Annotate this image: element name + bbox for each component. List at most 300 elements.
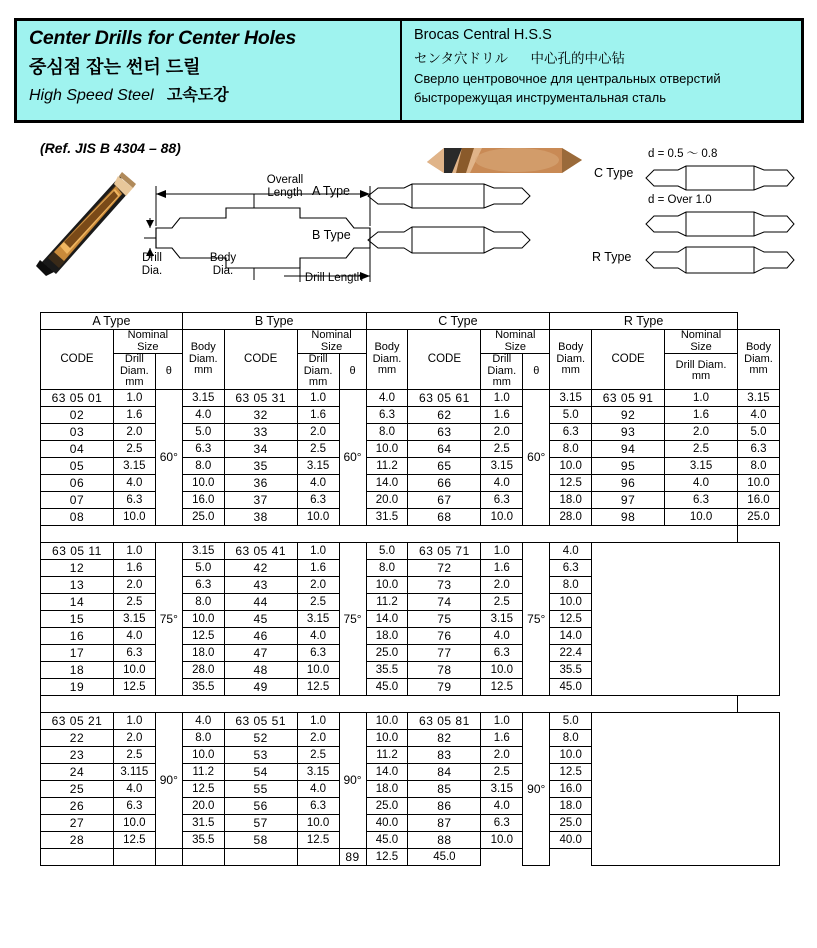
type-r-drawing xyxy=(642,244,797,276)
cell-body-diam-c: 8.0 xyxy=(550,729,592,746)
cell-angle-b: 60° xyxy=(339,389,366,525)
cell-code-a: 24 xyxy=(41,763,114,780)
cell-body-diam-a: 8.0 xyxy=(182,457,224,474)
block-separator xyxy=(41,695,780,712)
cell-code-a: 63 05 11 xyxy=(41,542,114,559)
diagram-area xyxy=(14,132,804,297)
cell-code-a: 19 xyxy=(41,678,114,695)
cell-body-diam-b: 4.0 xyxy=(366,389,408,406)
header-drilldiam-a: Drill Diam. mm xyxy=(113,354,155,390)
cell-drill-diam-a: 2.0 xyxy=(113,423,155,440)
specifications-table-wrap xyxy=(40,312,780,866)
header-right-panel xyxy=(402,21,801,120)
cell-code-b: 48 xyxy=(224,661,297,678)
cell-code-a: 07 xyxy=(41,491,114,508)
cell-body-diam-a: 35.5 xyxy=(182,678,224,695)
cell-code-r: 63 05 91 xyxy=(592,389,665,406)
drill-dia-label: Drill Dia. xyxy=(141,252,163,278)
cell-body-diam-a: 10.0 xyxy=(182,474,224,491)
cell-drill-diam-r: 4.0 xyxy=(665,474,738,491)
group-header-c: C Type xyxy=(366,313,550,330)
cell-drill-diam-c: 10.0 xyxy=(481,661,523,678)
header-theta-a: θ xyxy=(155,354,182,390)
header-body-c: Body Diam. mm xyxy=(550,330,592,390)
cell-body-diam-b xyxy=(297,848,339,865)
cell-body-diam-r: 8.0 xyxy=(737,457,779,474)
cell-code-b: 54 xyxy=(224,763,297,780)
cell-drill-diam-a: 1.0 xyxy=(113,542,155,559)
cell-drill-diam-a: 3.15 xyxy=(113,457,155,474)
header-russian-1: Сверло центровочное для центральных отверстий xyxy=(414,71,721,86)
cell-drill-diam-c: 1.6 xyxy=(481,729,523,746)
cell-code-b: 63 05 41 xyxy=(224,542,297,559)
cell-angle-a: 90° xyxy=(155,712,182,848)
cell-body-diam-b: 18.0 xyxy=(366,780,408,797)
cell-drill-diam-a: 1.6 xyxy=(113,559,155,576)
cell-drill-diam-a: 12.5 xyxy=(113,831,155,848)
cell-code-c: 86 xyxy=(408,797,481,814)
cell-drill-diam-b: 1.6 xyxy=(297,406,339,423)
page-title: Center Drills for Center Holes xyxy=(29,27,297,49)
cell-code-b: 46 xyxy=(224,627,297,644)
cell-code-c: 68 xyxy=(408,508,481,525)
cell-body-diam-b: 45.0 xyxy=(366,831,408,848)
type-b-drawing xyxy=(364,224,534,256)
type-c-drawing-1 xyxy=(642,164,797,194)
cell-angle-c: 90° xyxy=(523,712,550,865)
cell-code-a: 25 xyxy=(41,780,114,797)
cell-body-diam-a: 18.0 xyxy=(182,644,224,661)
cell-drill-diam-c: 1.6 xyxy=(481,406,523,423)
cell-code-r: 96 xyxy=(592,474,665,491)
cell-drill-diam-c: 6.3 xyxy=(481,644,523,661)
cell-drill-diam-r: 1.6 xyxy=(665,406,738,423)
header-japanese: センタ穴ドリル xyxy=(414,51,508,66)
cell-drill-diam-b xyxy=(224,848,297,865)
cell-body-diam-b: 31.5 xyxy=(366,508,408,525)
cell-code-b: 35 xyxy=(224,457,297,474)
cell-drill-diam-c: 3.15 xyxy=(481,610,523,627)
cell-drill-diam-b: 6.3 xyxy=(297,644,339,661)
cell-code-a: 23 xyxy=(41,746,114,763)
cell-code-r: 95 xyxy=(592,457,665,474)
cell-code-r: 97 xyxy=(592,491,665,508)
cell-code-a: 15 xyxy=(41,610,114,627)
header-nominal-b: Nominal Size xyxy=(297,330,366,354)
cell-drill-diam-b: 2.0 xyxy=(297,729,339,746)
body-dia-label: Body Dia. xyxy=(209,252,237,278)
cell-drill-diam-a: 1.6 xyxy=(113,406,155,423)
cell-drill-diam-b: 4.0 xyxy=(297,627,339,644)
cell-drill-diam-a: 2.0 xyxy=(113,576,155,593)
header-body-a: Body Diam. mm xyxy=(182,330,224,390)
cell-drill-diam-a: 2.5 xyxy=(113,746,155,763)
cell-body-diam-b: 8.0 xyxy=(366,423,408,440)
cell-code-b: 58 xyxy=(224,831,297,848)
cell-drill-diam-b: 2.5 xyxy=(297,593,339,610)
cell-body-diam-b: 45.0 xyxy=(366,678,408,695)
cell-code-a: 16 xyxy=(41,627,114,644)
cell-drill-diam-b: 1.6 xyxy=(297,559,339,576)
cell-body-diam-b: 18.0 xyxy=(366,627,408,644)
page-header xyxy=(14,18,804,123)
cell-body-diam-b: 25.0 xyxy=(366,797,408,814)
cell-drill-diam-b: 3.15 xyxy=(297,763,339,780)
cell-drill-diam-c: 4.0 xyxy=(481,797,523,814)
block-separator xyxy=(41,525,780,542)
cell-body-diam-b: 40.0 xyxy=(366,814,408,831)
cell-body-diam-c: 25.0 xyxy=(550,814,592,831)
cell-drill-diam-a: 6.3 xyxy=(113,491,155,508)
header-spanish: Brocas Central H.S.S xyxy=(414,27,552,43)
cell-body-diam-c: 4.0 xyxy=(550,542,592,559)
cell-drill-diam-b: 1.0 xyxy=(297,389,339,406)
cell-code-r: 92 xyxy=(592,406,665,423)
cell-angle-c: 75° xyxy=(523,542,550,695)
standard-reference: (Ref. JIS B 4304 – 88) xyxy=(40,140,181,156)
nominal-header-row xyxy=(41,330,780,354)
cell-code-a: 18 xyxy=(41,661,114,678)
cell-code-c: 85 xyxy=(408,780,481,797)
cell-drill-diam-c: 1.6 xyxy=(481,559,523,576)
cell-drill-diam-r: 6.3 xyxy=(665,491,738,508)
cell-code-a: 63 05 21 xyxy=(41,712,114,729)
cell-code-c: 82 xyxy=(408,729,481,746)
header-nominal-r: Nominal Size xyxy=(665,330,738,354)
cell-drill-diam-b: 1.0 xyxy=(297,712,339,729)
cell-body-diam-r: 10.0 xyxy=(737,474,779,491)
cell-body-diam-a: 16.0 xyxy=(182,491,224,508)
cell-drill-diam-a: 10.0 xyxy=(113,814,155,831)
cell-drill-diam-a: 2.0 xyxy=(113,729,155,746)
cell-code-a: 05 xyxy=(41,457,114,474)
header-code-c: CODE xyxy=(408,330,481,390)
header-body-b: Body Diam. mm xyxy=(366,330,408,390)
cell-code-c: 65 xyxy=(408,457,481,474)
cell-code-b: 32 xyxy=(224,406,297,423)
cell-code-c: 63 xyxy=(408,423,481,440)
header-drilldiam-r: Drill Diam. mm xyxy=(665,354,738,390)
cell-drill-diam-b: 12.5 xyxy=(297,678,339,695)
cell-body-diam-b: 14.0 xyxy=(366,610,408,627)
header-nominal-c: Nominal Size xyxy=(481,330,550,354)
cell-code-c: 87 xyxy=(408,814,481,831)
cell-drill-diam-r: 1.0 xyxy=(665,389,738,406)
cell-drill-diam-r: 3.15 xyxy=(665,457,738,474)
cell-code-b: 34 xyxy=(224,440,297,457)
cell-body-diam-a: 25.0 xyxy=(182,508,224,525)
type-c-label: C Type xyxy=(594,166,634,180)
header-japanese-chinese xyxy=(414,47,793,67)
cell-drill-diam-b: 6.3 xyxy=(297,491,339,508)
cell-body-diam-r: 16.0 xyxy=(737,491,779,508)
page-title-korean: 중심점 잡는 썬터 드릴 xyxy=(29,57,201,77)
cell-code-a: 04 xyxy=(41,440,114,457)
overall-length-label: Overall Length xyxy=(266,174,304,200)
cell-drill-diam-b: 3.15 xyxy=(297,610,339,627)
type-r-label: R Type xyxy=(592,250,632,264)
cell-code-b: 33 xyxy=(224,423,297,440)
cell-drill-diam-a: 1.0 xyxy=(113,712,155,729)
drill-photo xyxy=(34,162,139,277)
cell-drill-diam-c: 3.15 xyxy=(481,780,523,797)
cell-drill-diam-b: 4.0 xyxy=(297,780,339,797)
cell-code-a xyxy=(41,848,114,865)
table-row xyxy=(41,423,780,440)
cell-body-diam-a: 3.15 xyxy=(182,542,224,559)
cell-body-diam-b: 11.2 xyxy=(366,746,408,763)
cell-body-diam-c: 8.0 xyxy=(550,576,592,593)
cell-body-diam-b: 10.0 xyxy=(366,712,408,729)
cell-drill-diam-c: 2.0 xyxy=(481,576,523,593)
cell-body-diam-b: 20.0 xyxy=(366,491,408,508)
cell-drill-diam-c: 2.5 xyxy=(481,593,523,610)
cell-code-b: 56 xyxy=(224,797,297,814)
cell-drill-diam-c: 4.0 xyxy=(481,474,523,491)
cell-code-b: 44 xyxy=(224,593,297,610)
cell-drill-diam-b: 4.0 xyxy=(297,474,339,491)
cell-drill-diam-c: 10.0 xyxy=(481,508,523,525)
cell-drill-diam-b: 10.0 xyxy=(297,814,339,831)
cell-drill-diam-a: 1.0 xyxy=(113,389,155,406)
cell-body-diam-c: 5.0 xyxy=(550,406,592,423)
cell-code-c: 74 xyxy=(408,593,481,610)
table-row xyxy=(41,457,780,474)
cell-body-diam-b: 6.3 xyxy=(366,406,408,423)
cell-body-diam-b: 5.0 xyxy=(366,542,408,559)
cell-body-diam-a: 11.2 xyxy=(182,763,224,780)
header-left-panel xyxy=(17,21,402,120)
cell-code-a: 12 xyxy=(41,559,114,576)
drill-length-label: Drill Length xyxy=(304,272,364,284)
table-head xyxy=(41,313,780,390)
cell-body-diam-r: 6.3 xyxy=(737,440,779,457)
group-header-r: R Type xyxy=(550,313,738,330)
cell-code-a: 14 xyxy=(41,593,114,610)
cell-body-diam-c: 22.4 xyxy=(550,644,592,661)
cell-body-diam-c: 5.0 xyxy=(550,712,592,729)
cell-body-diam-r: 25.0 xyxy=(737,508,779,525)
cell-drill-diam-b: 12.5 xyxy=(297,831,339,848)
cell-code-b: 42 xyxy=(224,559,297,576)
table-row xyxy=(41,508,780,525)
cell-drill-diam-a: 4.0 xyxy=(113,780,155,797)
type-a-drawing xyxy=(364,182,534,212)
cell-code-b: 47 xyxy=(224,644,297,661)
cell-drill-diam-a: 6.3 xyxy=(113,644,155,661)
cell-body-diam-a: 5.0 xyxy=(182,423,224,440)
table-row xyxy=(41,406,780,423)
cell-drill-diam-a: 2.5 xyxy=(113,593,155,610)
cell-body-diam-b: 14.0 xyxy=(366,474,408,491)
cell-drill-diam-c: 10.0 xyxy=(481,831,523,848)
cell-code-c: 63 05 71 xyxy=(408,542,481,559)
header-theta-c: θ xyxy=(523,354,550,390)
cell-body-diam-a: 20.0 xyxy=(182,797,224,814)
cell-body-diam-b: 25.0 xyxy=(366,644,408,661)
cell-body-diam-a xyxy=(155,848,182,865)
cell-code-a: 28 xyxy=(41,831,114,848)
cell-body-diam-c: 10.0 xyxy=(550,457,592,474)
cell-body-diam-c: 6.3 xyxy=(550,423,592,440)
table-row xyxy=(41,542,780,559)
cell-drill-diam-b: 3.15 xyxy=(297,457,339,474)
cell-code-b: 43 xyxy=(224,576,297,593)
cell-code-b: 38 xyxy=(224,508,297,525)
cell-code-c: 84 xyxy=(408,763,481,780)
cell-body-diam-c: 28.0 xyxy=(550,508,592,525)
cell-code-c: 89 xyxy=(339,848,366,865)
cell-body-diam-c: 12.5 xyxy=(550,763,592,780)
cell-body-diam-b: 10.0 xyxy=(366,440,408,457)
table-row xyxy=(41,440,780,457)
header-russian-2: быстрорежущая инструментальная сталь xyxy=(414,90,666,105)
cell-drill-diam-c: 1.0 xyxy=(481,712,523,729)
cell-drill-diam-a: 6.3 xyxy=(113,797,155,814)
cell-body-diam-c: 16.0 xyxy=(550,780,592,797)
table-body xyxy=(41,389,780,865)
type-c-drawing-2 xyxy=(642,210,797,238)
cell-code-b: 53 xyxy=(224,746,297,763)
cell-code-c: 64 xyxy=(408,440,481,457)
cell-code-a: 06 xyxy=(41,474,114,491)
type-c-note-1: d = 0.5 ～ 0.8 xyxy=(648,148,718,160)
cell-body-diam-a: 3.15 xyxy=(182,389,224,406)
table-row xyxy=(41,491,780,508)
cell-body-diam-a: 10.0 xyxy=(182,746,224,763)
cell-drill-diam-b: 10.0 xyxy=(297,661,339,678)
cell-body-diam-r: 4.0 xyxy=(737,406,779,423)
cell-drill-diam-c: 12.5 xyxy=(366,848,408,865)
cell-drill-diam-c: 2.0 xyxy=(481,423,523,440)
cell-body-diam-b: 10.0 xyxy=(366,576,408,593)
cell-body-diam-c: 18.0 xyxy=(550,491,592,508)
cell-drill-diam-a: 3.15 xyxy=(113,610,155,627)
header-theta-b: θ xyxy=(339,354,366,390)
cell-body-diam-c: 6.3 xyxy=(550,559,592,576)
cell-angle-c: 60° xyxy=(523,389,550,525)
cell-drill-diam-a: 10.0 xyxy=(113,661,155,678)
table-row xyxy=(41,389,780,406)
cell-code-c: 62 xyxy=(408,406,481,423)
cell-code-c: 83 xyxy=(408,746,481,763)
cell-body-diam-b: 14.0 xyxy=(366,763,408,780)
cell-code-r: 94 xyxy=(592,440,665,457)
cell-drill-diam-c: 1.0 xyxy=(481,542,523,559)
header-code-r: CODE xyxy=(592,330,665,390)
cell-body-diam-b: 11.2 xyxy=(366,457,408,474)
cell-code-b: 63 05 51 xyxy=(224,712,297,729)
cell-body-diam-a: 31.5 xyxy=(182,814,224,831)
cell-drill-diam-c: 6.3 xyxy=(481,814,523,831)
cell-code-b: 49 xyxy=(224,678,297,695)
header-body-r: Body Diam. mm xyxy=(737,330,779,390)
empty-cell xyxy=(592,712,780,865)
cell-drill-diam-a: 10.0 xyxy=(113,508,155,525)
cell-code-c: 67 xyxy=(408,491,481,508)
cell-code-b: 52 xyxy=(224,729,297,746)
cell-code-c: 79 xyxy=(408,678,481,695)
type-c-note-2: d = Over 1.0 xyxy=(648,194,712,206)
cell-code-b: 45 xyxy=(224,610,297,627)
cell-body-diam-r: 3.15 xyxy=(737,389,779,406)
cell-drill-diam-b: 2.0 xyxy=(297,423,339,440)
cell-code-c: 66 xyxy=(408,474,481,491)
cell-body-diam-a: 10.0 xyxy=(182,610,224,627)
group-header-b: B Type xyxy=(182,313,366,330)
type-a-label: A Type xyxy=(312,184,350,198)
header-drilldiam-c: Drill Diam. mm xyxy=(481,354,523,390)
cell-code-a: 03 xyxy=(41,423,114,440)
cell-code-a: 27 xyxy=(41,814,114,831)
cell-code-a: 02 xyxy=(41,406,114,423)
cell-code-a: 22 xyxy=(41,729,114,746)
cell-code-a: 26 xyxy=(41,797,114,814)
cell-code-r: 93 xyxy=(592,423,665,440)
header-drilldiam-b: Drill Diam. mm xyxy=(297,354,339,390)
cell-code-a: 08 xyxy=(41,508,114,525)
type-b-label: B Type xyxy=(312,228,351,242)
cell-drill-diam-r: 2.0 xyxy=(665,423,738,440)
cell-body-diam-a: 35.5 xyxy=(182,831,224,848)
cell-drill-diam-b: 1.0 xyxy=(297,542,339,559)
cell-code-c: 88 xyxy=(408,831,481,848)
cell-code-b xyxy=(182,848,224,865)
cell-body-diam-c: 10.0 xyxy=(550,746,592,763)
header-code-b: CODE xyxy=(224,330,297,390)
cell-drill-diam-b: 10.0 xyxy=(297,508,339,525)
cell-code-b: 63 05 31 xyxy=(224,389,297,406)
cell-body-diam-b: 11.2 xyxy=(366,593,408,610)
cell-code-c: 73 xyxy=(408,576,481,593)
cell-code-c: 63 05 61 xyxy=(408,389,481,406)
table-row xyxy=(41,712,780,729)
cell-angle-a: 75° xyxy=(155,542,182,695)
cell-code-c: 76 xyxy=(408,627,481,644)
header-code-a: CODE xyxy=(41,330,114,390)
page-subtitle-en: High Speed Steel xyxy=(29,87,154,104)
cell-code-r: 98 xyxy=(592,508,665,525)
cell-drill-diam-c: 2.0 xyxy=(481,746,523,763)
page-subtitle xyxy=(29,82,392,105)
cell-body-diam-c: 3.15 xyxy=(550,389,592,406)
cell-body-diam-a: 6.3 xyxy=(182,440,224,457)
page-subtitle-ko: 고속도강 xyxy=(166,87,229,104)
cell-code-a: 13 xyxy=(41,576,114,593)
table-row xyxy=(41,474,780,491)
cell-body-diam-c: 14.0 xyxy=(550,627,592,644)
cell-code-a: 63 05 01 xyxy=(41,389,114,406)
cell-angle-a: 60° xyxy=(155,389,182,525)
cell-drill-diam-c: 3.15 xyxy=(481,457,523,474)
cell-code-c: 77 xyxy=(408,644,481,661)
cell-drill-diam-a: 4.0 xyxy=(113,627,155,644)
cell-body-diam-b: 35.5 xyxy=(366,661,408,678)
cell-angle-b: 90° xyxy=(339,712,366,848)
group-header-a: A Type xyxy=(41,313,183,330)
cell-body-diam-a: 28.0 xyxy=(182,661,224,678)
cell-drill-diam-r: 2.5 xyxy=(665,440,738,457)
cell-body-diam-c: 12.5 xyxy=(550,474,592,491)
specifications-table xyxy=(40,312,780,866)
cell-drill-diam-c: 2.5 xyxy=(481,763,523,780)
cell-code-c: 72 xyxy=(408,559,481,576)
cell-body-diam-a: 6.3 xyxy=(182,576,224,593)
cell-body-diam-c: 45.0 xyxy=(408,848,481,865)
cell-drill-diam-a: 4.0 xyxy=(113,474,155,491)
cell-code-c: 78 xyxy=(408,661,481,678)
cell-body-diam-c: 35.5 xyxy=(550,661,592,678)
